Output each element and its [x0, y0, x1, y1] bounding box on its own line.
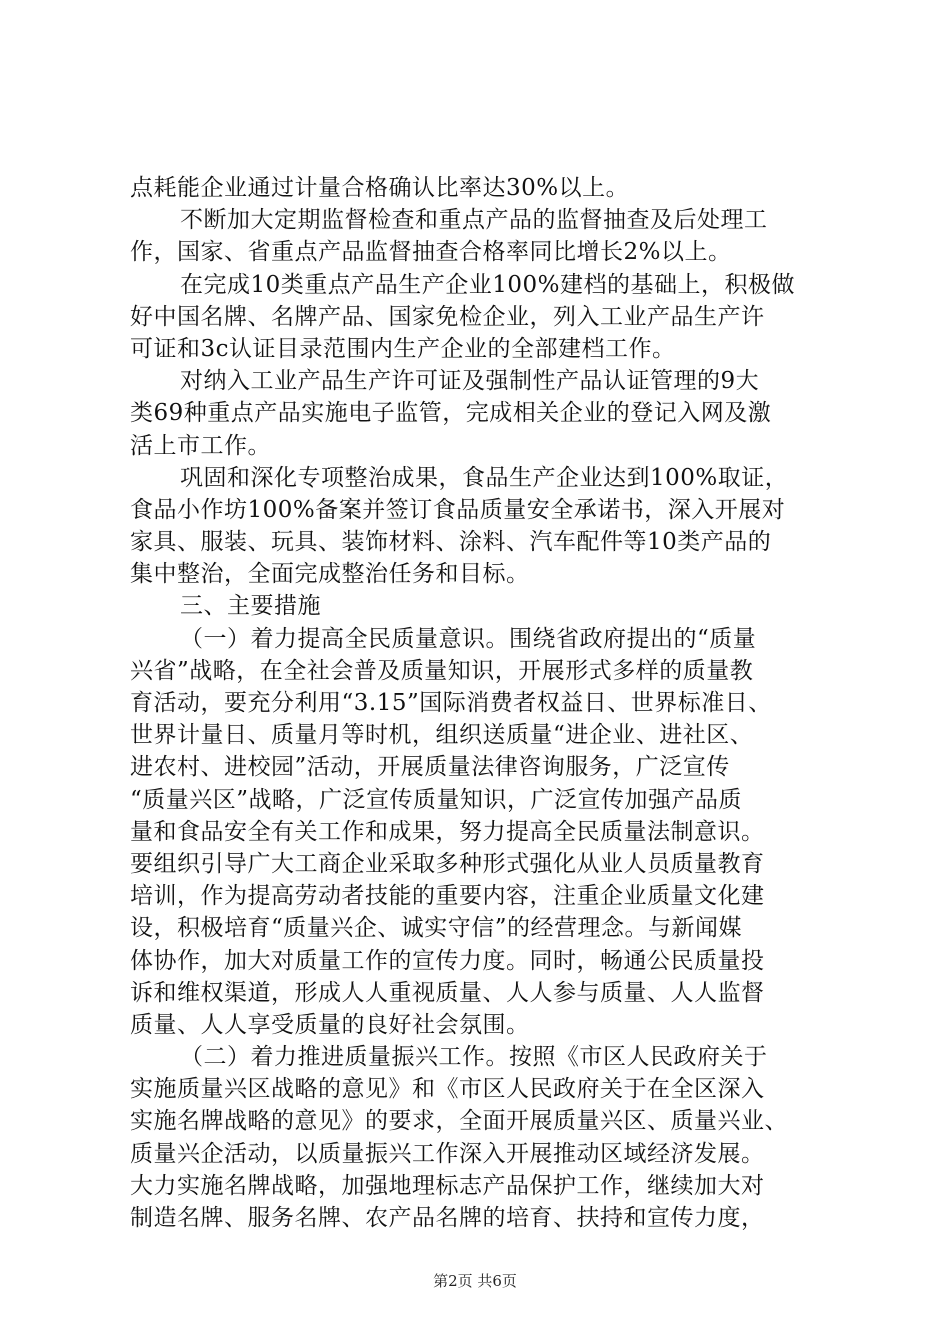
text-line: 可证和3c认证目录范围内生产企业的全部建档工作。: [130, 335, 676, 362]
text-line: 实施名牌战略的意见》的要求，全面开展质量兴区、质量兴业、: [130, 1108, 788, 1135]
text-line: 质量兴企活动，以质量振兴工作深入开展推动区域经济发展。: [130, 1140, 765, 1167]
text-line: 体协作，加大对质量工作的宣传力度。同时，畅通公民质量投: [130, 947, 765, 974]
text-line: 育活动，要充分利用“3.15”国际消费者权益日、世界标准日、: [130, 690, 772, 716]
text-line: 点耗能企业通过计量合格确认比率达30%以上。: [130, 175, 630, 201]
text-line: 不断加大定期监督检查和重点产品的监督抽查及后处理工: [180, 207, 768, 234]
text-line: 大力实施名牌战略，加强地理标志产品保护工作，继续加大对: [130, 1172, 765, 1199]
text-line: 制造名牌、服务名牌、农产品名牌的培育、扶持和宣传力度，: [130, 1205, 765, 1231]
text-line: 食品小作坊100%备案并签订食品质量安全承诺书，深入开展对: [130, 496, 786, 523]
text-line: 世界计量日、质量月等时机，组织送质量“进企业、进社区、: [130, 722, 754, 749]
document-body: [130, 172, 830, 1234]
text-line: 实施质量兴区战略的意见》和《市区人民政府关于在全区深入: [130, 1076, 765, 1103]
text-line: 家具、服装、玩具、装饰材料、涂料、汽车配件等10类产品的: [130, 529, 772, 556]
text-line: 量和食品安全有关工作和成果，努力提高全民质量法制意识。: [130, 818, 765, 845]
text-line: 巩固和深化专项整治成果，食品生产企业达到100%取证，: [180, 464, 789, 491]
text-line: 类69种重点产品实施电子监管，完成相关企业的登记入网及激: [130, 400, 772, 427]
text-line: 兴省”战略，在全社会普及质量知识，开展形式多样的质量教: [130, 657, 754, 684]
text-line: 活上市工作。: [130, 432, 271, 459]
text-line: （二）着力推进质量振兴工作。按照《市区人民政府关于: [180, 1044, 768, 1071]
text-line: 作，国家、省重点产品监督抽查合格率同比增长2%以上。: [130, 239, 732, 266]
page-footer: 第2页 共6页: [433, 1272, 517, 1290]
text-line: （一）着力提高全民质量意识。围绕省政府提出的“质量: [180, 625, 757, 652]
text-line: 对纳入工业产品生产许可证及强制性产品认证管理的9大: [180, 368, 760, 395]
text-line: 质量、人人享受质量的良好社会氛围。: [130, 1011, 530, 1038]
text-line: 诉和维权渠道，形成人人重视质量、人人参与质量、人人监督: [130, 979, 765, 1006]
text-line: 三、主要措施: [180, 593, 321, 620]
text-line: 集中整治，全面完成整治任务和目标。: [130, 561, 530, 588]
text-line: 培训，作为提高劳动者技能的重要内容，注重企业质量文化建: [130, 883, 765, 910]
text-line: 在完成10类重点产品生产企业100%建档的基础上，积极做: [180, 271, 796, 298]
text-line: 设，积极培育“质量兴企、诚实守信”的经营理念。与新闻媒: [130, 915, 743, 942]
text-line: 进农村、进校园”活动，开展质量法律咨询服务，广泛宣传: [130, 754, 730, 781]
text-line: 要组织引导广大工商企业采取多种形式强化从业人员质量教育: [130, 850, 765, 877]
text-line: 好中国名牌、名牌产品、国家免检企业，列入工业产品生产许: [130, 303, 765, 330]
text-line: “质量兴区”战略，广泛宣传质量知识，广泛宣传加强产品质: [130, 786, 743, 813]
